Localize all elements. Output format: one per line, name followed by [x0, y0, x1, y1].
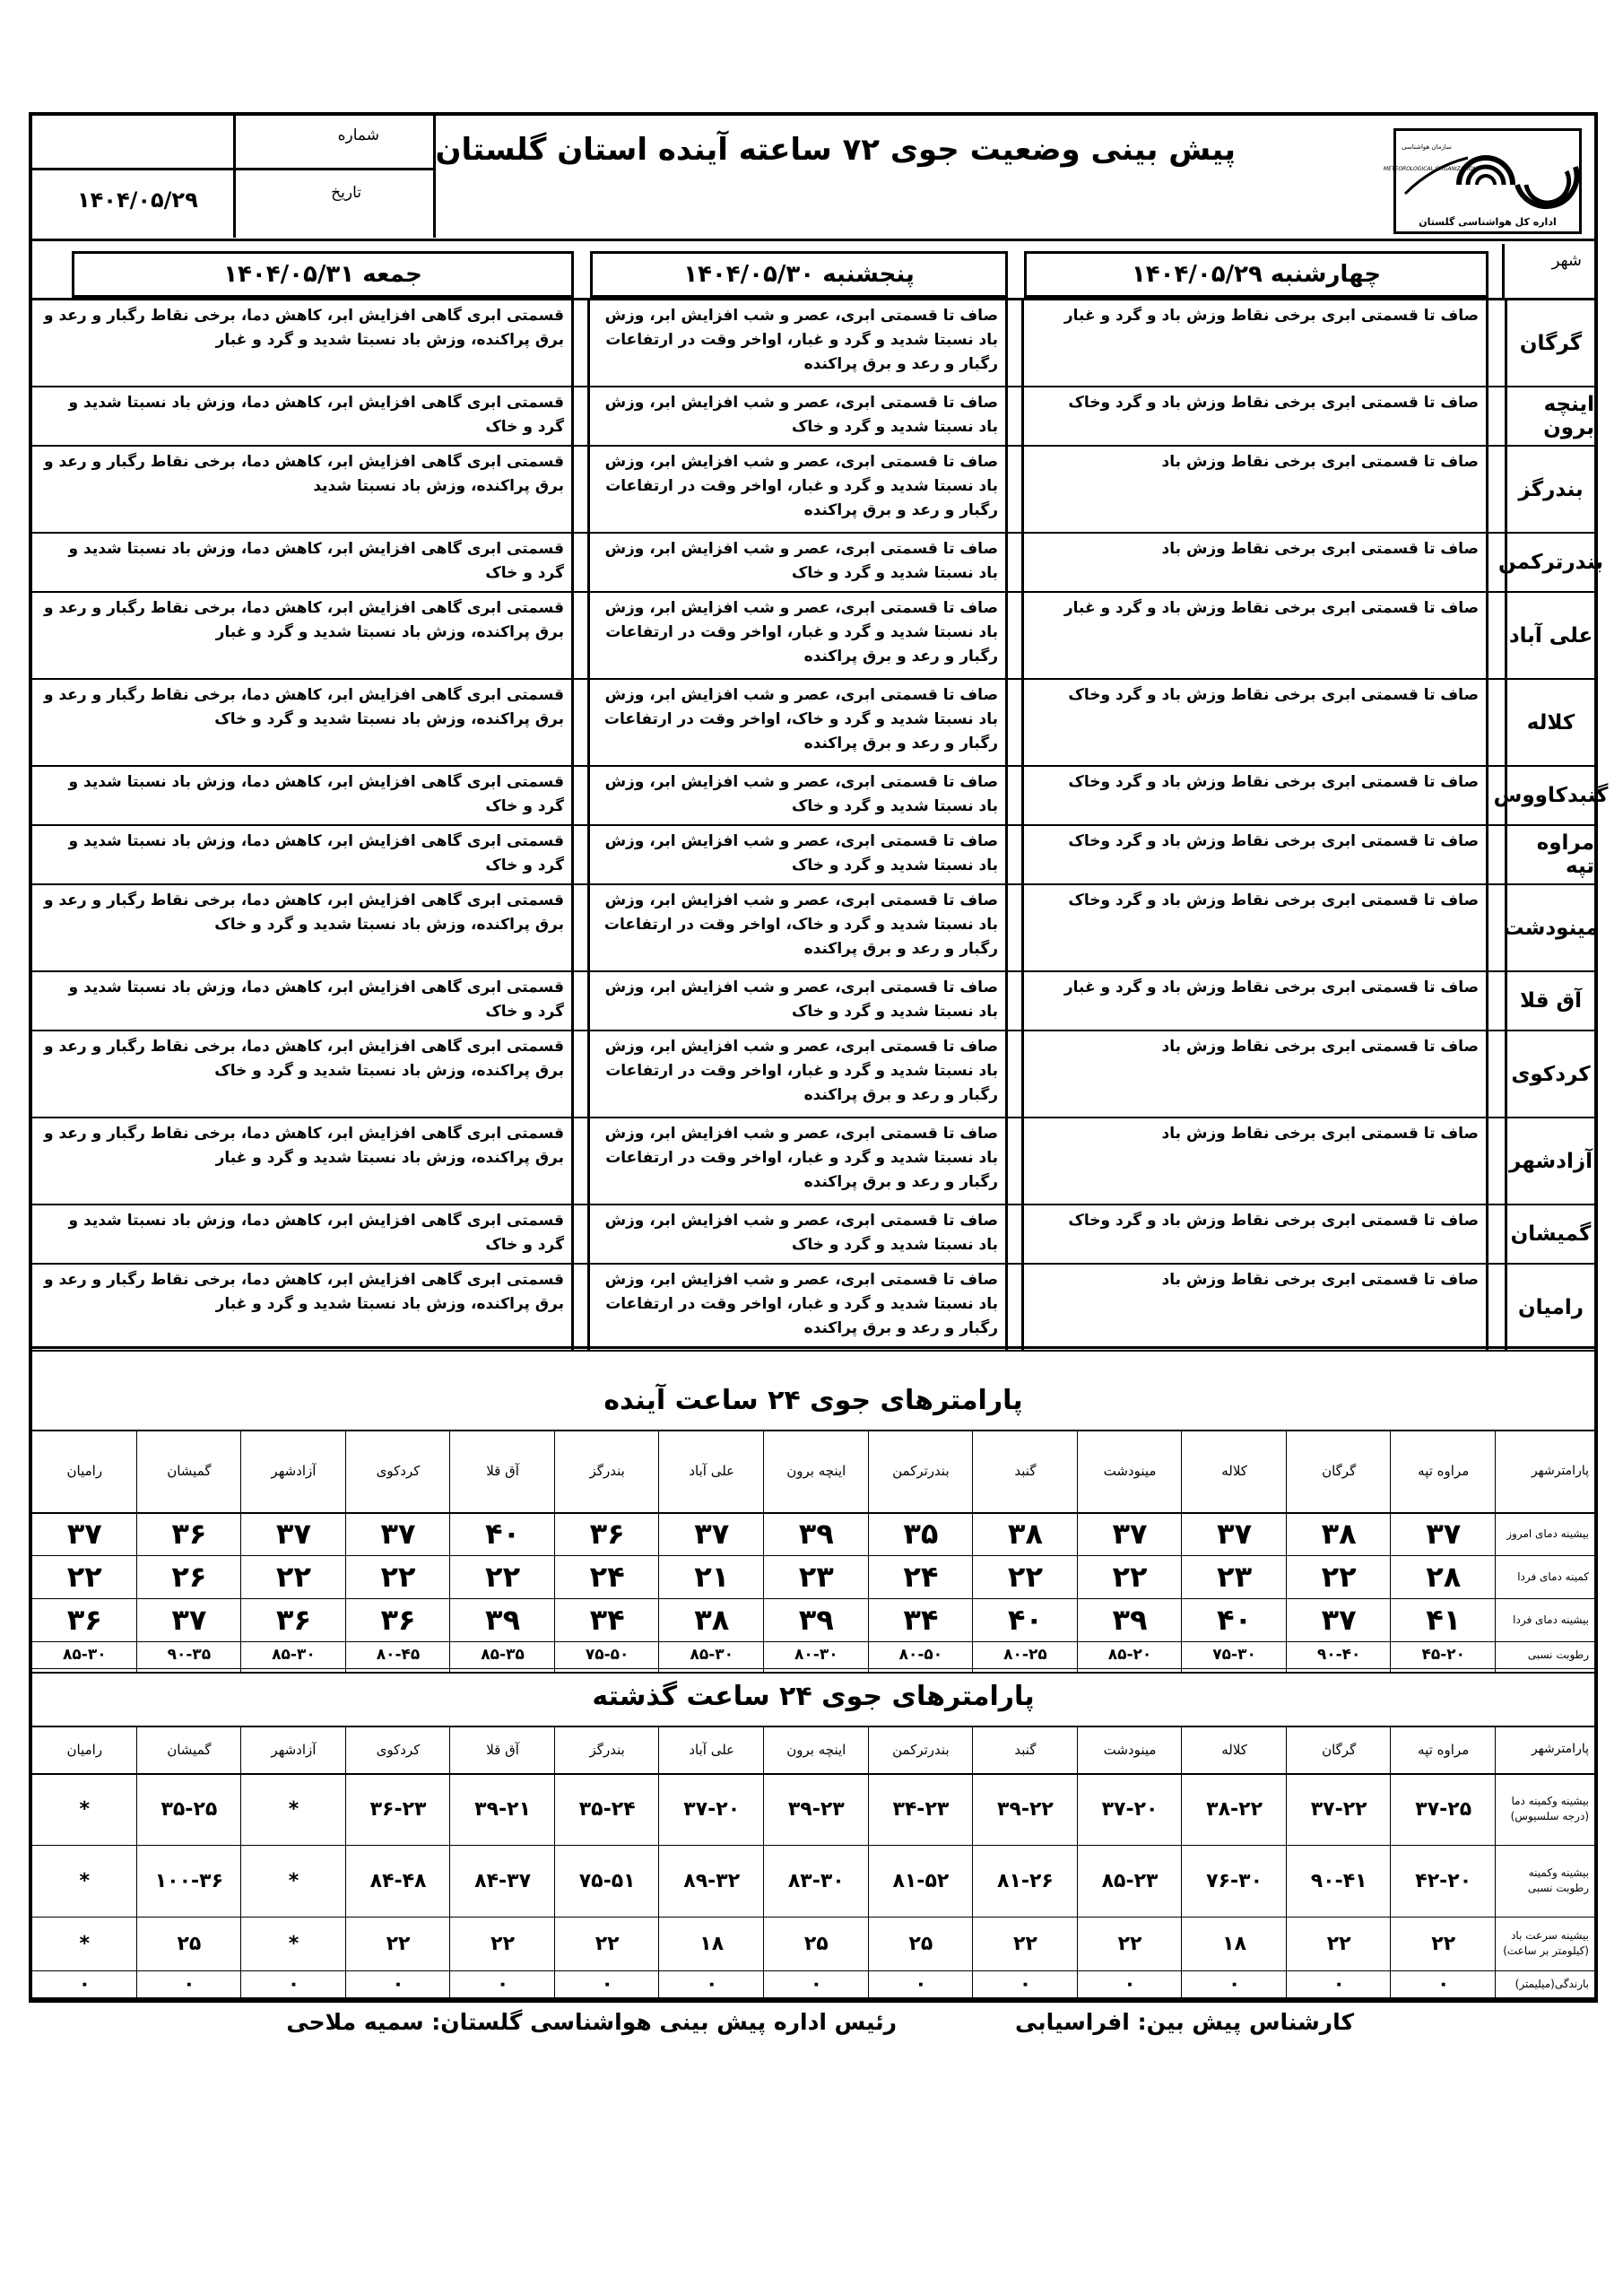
params-value: ۲۲: [1431, 1932, 1456, 1955]
params-city-header: بندرگز: [589, 1741, 625, 1758]
params-value: ۸۵-۳۰: [690, 1646, 733, 1664]
params-city-header: اینچه برون: [786, 1741, 846, 1758]
params-row-label: کمینه دمای فردا: [1517, 1570, 1589, 1583]
params-value: ۰: [496, 1972, 509, 1996]
params-value: ۳۸: [1321, 1517, 1357, 1551]
params-row-label: بیشینه دمای امروز: [1506, 1526, 1589, 1540]
params-city-header: گمیشان: [167, 1741, 212, 1758]
params-value: ۰: [392, 1972, 404, 1996]
params-value: ۲۴: [903, 1560, 939, 1594]
params-value: ۴۱: [1426, 1603, 1462, 1637]
department-head-name: رئیس اداره پیش بینی هواشناسی گلستان: سمیه ملاحی: [286, 2009, 897, 2035]
forecast-day3: قسمتی ابری گاهی افزایش ابر، کاهش دما، برخی نقاط رگبار و رعد و برق پراکنده، وزش باد نسبتا شدید و گرد و غبار: [43, 599, 564, 641]
params-value: ۲۲: [595, 1932, 620, 1955]
params-value: ۸۵-۳۵: [481, 1646, 525, 1664]
params-value: ۲۶: [171, 1560, 207, 1594]
params-city-header: کردکوی: [376, 1463, 421, 1479]
params-value: ۳۹-۲۲: [997, 1797, 1054, 1821]
forecast-day2: صاف تا قسمتی ابری، عصر و شب افزایش ابر، وزش باد نسبتا شدید و گرد و خاک: [604, 978, 998, 1021]
params-value: ۳۷-۲۲: [1310, 1797, 1367, 1821]
params-value: ۰: [183, 1972, 195, 1996]
forecast-city: کردکوی: [1505, 1031, 1594, 1117]
params-value: ۳۷-۲۰: [1101, 1797, 1159, 1821]
params-value: ۸۱-۵۲: [892, 1869, 950, 1892]
params-value: ۸۴-۳۷: [474, 1869, 531, 1892]
params-value: ۷۶-۳۰: [1206, 1869, 1263, 1892]
forecast-day1: صاف تا قسمتی ابری برخی نقاط وزش باد و گرد وخاک: [1068, 832, 1479, 850]
forecast-day2: صاف تا قسمتی ابری، عصر و شب افزایش ابر، وزش باد نسبتا شدید و گرد و غبار، اواخر وقت در ارتفاعات رگبار و رعد و برق پراکنده: [604, 1271, 998, 1337]
params-city-header: آزادشهر: [271, 1463, 317, 1479]
params-city-header: مینودشت: [1103, 1463, 1157, 1479]
params-value: ۸۹-۳۲: [683, 1869, 741, 1892]
logo-org-text: METEOROLOGICAL ORGANIZATION: [1383, 166, 1478, 172]
params-value: ۰: [287, 1972, 300, 1996]
params-value: ۹۰-۴۰: [1316, 1646, 1361, 1664]
params-value: ۰: [706, 1972, 718, 1996]
params-value: ۹۰-۴۱: [1310, 1869, 1367, 1892]
params-value: ۳۶: [589, 1517, 625, 1551]
params-value: ۰: [1332, 1972, 1345, 1996]
params-value: ۳۷-۲۰: [683, 1797, 741, 1821]
forecast-city: علی آباد: [1505, 593, 1594, 678]
params-value: ۳۸: [1007, 1517, 1043, 1551]
params-city-header: بندرترکمن: [892, 1463, 950, 1479]
params-value: *: [79, 1797, 91, 1821]
params-row-label: بیشینه سرعت باد (کیلومتر بر ساعت): [1503, 1929, 1589, 1957]
forecast-day3: قسمتی ابری گاهی افزایش ابر، کاهش دما، برخی نقاط رگبار و رعد و برق پراکنده، وزش باد نسبتا شدید: [43, 453, 564, 495]
city-column-label: شهر: [1551, 251, 1582, 270]
params-value: ۲۲: [1013, 1932, 1037, 1955]
params-value: ۲۲: [1117, 1932, 1142, 1955]
params-value: ۴۲-۲۰: [1415, 1869, 1472, 1892]
params-value: ۳۷: [1426, 1517, 1462, 1551]
params-value: ۴۵-۲۰: [1421, 1646, 1465, 1664]
params-value: ۸۰-۲۵: [1003, 1646, 1047, 1664]
params-value: ۲۲: [380, 1560, 416, 1594]
params-value: ۸۳-۳۰: [787, 1869, 845, 1892]
logo-caption: اداره کل هواشناسی گلستان: [1419, 216, 1557, 228]
params-city-header: بندرترکمن: [892, 1741, 950, 1758]
params-value: ۷۵-۵۱: [578, 1869, 636, 1892]
number-date-box: [32, 116, 436, 238]
forecast-day3: قسمتی ابری گاهی افزایش ابر، کاهش دما، وزش باد نسبتا شدید و گرد و خاک: [68, 832, 564, 874]
params-value: ۳۸-۲۲: [1206, 1797, 1263, 1821]
params-value: ۳۷: [1217, 1517, 1253, 1551]
forecast-city: کلاله: [1505, 680, 1594, 765]
params-value: ۳۶: [275, 1603, 311, 1637]
params-value: ۰: [78, 1972, 91, 1996]
forecast-city: بندرترکمن: [1505, 534, 1594, 591]
params-corner-label: پارامترشهر: [1531, 1463, 1589, 1478]
params-value: ۳۷: [66, 1517, 102, 1551]
params-city-header: گنبد: [1014, 1741, 1037, 1758]
params-value: ۲۲: [275, 1560, 311, 1594]
forecast-day1: صاف تا قسمتی ابری برخی نقاط وزش باد: [1161, 1271, 1479, 1289]
svg-text:سازمان هواشناسی: سازمان هواشناسی: [1402, 144, 1452, 151]
forecast-day1: صاف تا قسمتی ابری برخی نقاط وزش باد و گرد و غبار: [1063, 307, 1479, 325]
params-city-header: گرگان: [1322, 1463, 1357, 1479]
past-params-title: پارامترهای جوی ۲۴ ساعت گذشته: [592, 1681, 1035, 1712]
params-value: ۸۵-۲۰: [1107, 1646, 1152, 1664]
params-value: ۳۶-۲۳: [369, 1797, 427, 1821]
params-value: ۰: [1437, 1972, 1450, 1996]
forecast-table: [32, 298, 1609, 1349]
forecast-day2: صاف تا قسمتی ابری، عصر و شب افزایش ابر، وزش باد نسبتا شدید و گرد و غبار، اواخر وقت در ارتفاعات رگبار و رعد و برق پراکنده: [604, 1125, 998, 1191]
forecast-day1: صاف تا قسمتی ابری برخی نقاط وزش باد و گرد وخاک: [1068, 686, 1479, 704]
forecast-day3: قسمتی ابری گاهی افزایش ابر، کاهش دما، برخی نقاط رگبار و رعد و برق پراکنده، وزش باد نسبتا شدید و گرد و خاک: [43, 891, 564, 934]
params-city-header: کلاله: [1221, 1741, 1247, 1758]
params-city-header: بندرگز: [589, 1463, 625, 1479]
params-value: ۳۴-۲۳: [892, 1797, 950, 1821]
params-city-header: رامیان: [66, 1463, 103, 1479]
params-value: ۲۲: [1007, 1560, 1043, 1594]
params-value: ۰: [1124, 1972, 1136, 1996]
forecast-day2: صاف تا قسمتی ابری، عصر و شب افزایش ابر، وزش باد نسبتا شدید و گرد و خاک: [604, 1212, 998, 1254]
params-value: ۳۹: [798, 1603, 834, 1637]
params-value: ۰: [601, 1972, 613, 1996]
params-value: ۸۱-۲۶: [997, 1869, 1054, 1892]
params-value: ۴۰: [485, 1517, 521, 1551]
params-value: ۳۷: [1321, 1603, 1357, 1637]
params-value: *: [288, 1932, 299, 1955]
params-value: ۳۹: [798, 1517, 834, 1551]
forecast-row: [32, 767, 1609, 826]
params-city-header: آق قلا: [486, 1463, 519, 1479]
params-value: ۲۲: [1326, 1932, 1351, 1955]
forecast-row: [32, 387, 1594, 447]
forecast-city: گمیشان: [1505, 1205, 1594, 1263]
forecaster-name: کارشناس پیش بین: افراسیابی: [1014, 2009, 1354, 2035]
params-value: ۸۰-۵۰: [898, 1646, 943, 1664]
params-value: ۳۵-۲۵: [161, 1797, 218, 1821]
forecast-day2: صاف تا قسمتی ابری، عصر و شب افزایش ابر، وزش باد نسبتا شدید و گرد و خاک، اواخر وقت در ارتفاعات رگبار و رعد و برق پراکنده: [603, 686, 998, 752]
params-value: *: [79, 1932, 91, 1955]
params-value: ۸۴-۴۸: [369, 1869, 427, 1892]
forecast-day1: صاف تا قسمتی ابری برخی نقاط وزش باد: [1161, 1038, 1479, 1056]
forecast-city: بندرگز: [1505, 447, 1594, 532]
date-label: تاریخ: [331, 184, 361, 202]
forecast-city: رامیان: [1505, 1265, 1594, 1350]
params-city-header: مراوه تپه: [1418, 1741, 1470, 1758]
params-city-header: آق قلا: [486, 1741, 519, 1758]
forecast-row: [32, 1265, 1594, 1352]
forecast-row: [32, 300, 1594, 387]
forecast-day1: صاف تا قسمتی ابری برخی نقاط وزش باد: [1161, 453, 1479, 471]
params-value: ۳۶: [171, 1517, 207, 1551]
params-value: ۳۹: [485, 1603, 521, 1637]
forecast-day3: قسمتی ابری گاهی افزایش ابر، کاهش دما، وزش باد نسبتا شدید و گرد و خاک: [68, 540, 564, 582]
forecast-city: گرگان: [1505, 300, 1594, 386]
params-city-header: علی آباد: [689, 1463, 735, 1479]
forecast-day1: صاف تا قسمتی ابری برخی نقاط وزش باد و گرد و غبار: [1063, 599, 1479, 617]
params-city-header: اینچه برون: [786, 1463, 846, 1479]
forecast-day1: صاف تا قسمتی ابری برخی نقاط وزش باد و گرد و غبار: [1063, 978, 1479, 996]
params-city-header: رامیان: [66, 1741, 103, 1758]
params-value: ۰: [1228, 1972, 1241, 1996]
params-city-header: گرگان: [1322, 1741, 1357, 1758]
params-value: ۲۳: [798, 1560, 834, 1594]
params-value: ۳۵: [903, 1517, 939, 1551]
day-header-row: [32, 244, 1594, 298]
forecast-day3: قسمتی ابری گاهی افزایش ابر، کاهش دما، وزش باد نسبتا شدید و گرد و خاک: [68, 773, 564, 815]
forecast-day2: صاف تا قسمتی ابری، عصر و شب افزایش ابر، وزش باد نسبتا شدید و گرد و خاک: [604, 773, 998, 815]
params-city-header: علی آباد: [689, 1741, 735, 1758]
past-params-table: [32, 1726, 1594, 1999]
forecast-row: [32, 826, 1594, 885]
forecast-city: مینودشت: [1505, 885, 1594, 970]
params-value: ۳۵-۲۴: [578, 1797, 636, 1821]
params-city-header: کلاله: [1221, 1463, 1247, 1479]
params-value: ۷۵-۳۰: [1212, 1646, 1256, 1664]
day-3-header: جمعه ۱۴۰۴/۰۵/۳۱: [72, 251, 574, 298]
number-label: شماره: [337, 126, 379, 144]
params-value: ۸۵-۲۳: [1101, 1869, 1159, 1892]
forecast-day1: صاف تا قسمتی ابری برخی نقاط وزش باد: [1161, 540, 1479, 558]
forecast-day1: صاف تا قسمتی ابری برخی نقاط وزش باد و گرد وخاک: [1068, 773, 1479, 791]
forecast-day3: قسمتی ابری گاهی افزایش ابر، کاهش دما، برخی نقاط رگبار و رعد و برق پراکنده، وزش باد نسبتا شدید و گرد و خاک: [43, 686, 564, 728]
params-value: ۲۵: [177, 1932, 202, 1955]
params-value: ۴۰: [1217, 1603, 1253, 1637]
params-row-label: بیشینه وکمینه رطوبت نسبی: [1527, 1866, 1589, 1894]
params-row-label: بیشینه دمای فردا: [1513, 1613, 1589, 1626]
params-value: ۳۹: [1112, 1603, 1148, 1637]
forecast-city: آق قلا: [1505, 972, 1594, 1030]
params-value: ۱۸: [699, 1932, 725, 1955]
forecast-city: مراوه تپه: [1505, 826, 1594, 883]
params-city-header: گنبد: [1014, 1463, 1037, 1479]
params-value: ۳۷: [380, 1517, 416, 1551]
params-row-label: بارندگی(میلیمتر): [1515, 1977, 1589, 1990]
params-value: *: [79, 1869, 91, 1892]
forecast-day2: صاف تا قسمتی ابری، عصر و شب افزایش ابر، وزش باد نسبتا شدید و گرد و غبار، اواخر وقت در ارتفاعات رگبار و رعد و برق پراکنده: [604, 307, 998, 373]
forecast-city: اینچه برون: [1505, 387, 1594, 445]
params-value: ۳۸: [694, 1603, 730, 1637]
forecast-day3: قسمتی ابری گاهی افزایش ابر، کاهش دما، برخی نقاط رگبار و رعد و برق پراکنده، وزش باد نسبتا شدید و گرد و غبار: [43, 1125, 564, 1167]
forecast-row: [32, 447, 1594, 534]
params-city-header: آزادشهر: [271, 1741, 317, 1758]
params-city-header: گمیشان: [167, 1463, 212, 1479]
params-value: ۳۷: [694, 1517, 730, 1551]
params-corner-label: پارامترشهر: [1531, 1742, 1589, 1756]
forecast-day2: صاف تا قسمتی ابری، عصر و شب افزایش ابر، وزش باد نسبتا شدید و گرد و خاک: [604, 540, 998, 582]
params-value: ۲۲: [485, 1560, 521, 1594]
page-title: پیش بینی وضعیت جوی ۷۲ ساعته آینده استان گلستان: [435, 132, 1236, 168]
forecast-day2: صاف تا قسمتی ابری، عصر و شب افزایش ابر، وزش باد نسبتا شدید و گرد و خاک: [604, 394, 998, 436]
forecast-day2: صاف تا قسمتی ابری، عصر و شب افزایش ابر، وزش باد نسبتا شدید و گرد و غبار، اواخر وقت در ارتفاعات رگبار و رعد و برق پراکنده: [604, 453, 998, 519]
params-value: ۲۸: [1426, 1560, 1462, 1594]
day-1-header: چهارشنبه ۱۴۰۴/۰۵/۲۹: [1024, 251, 1488, 298]
forecast-city: گنبدکاووس: [1505, 767, 1594, 824]
params-value: ۳۹-۲۳: [787, 1797, 845, 1821]
params-value: ۰: [1019, 1972, 1032, 1996]
forecast-day3: قسمتی ابری گاهی افزایش ابر، کاهش دما، وزش باد نسبتا شدید و گرد و خاک: [68, 978, 564, 1021]
params-value: ۴۰: [1007, 1603, 1043, 1637]
params-value: ۸۰-۳۰: [794, 1646, 838, 1664]
future-params-title: پارامترهای جوی ۲۴ ساعت آینده: [603, 1385, 1023, 1416]
forecast-day3: قسمتی ابری گاهی افزایش ابر، کاهش دما، برخی نقاط رگبار و رعد و برق پراکنده، وزش باد نسبتا شدید و گرد و غبار: [43, 1271, 564, 1313]
params-value: ۲۱: [694, 1560, 730, 1594]
params-value: ۱۰۰-۳۶: [154, 1869, 224, 1892]
params-value: ۲۵: [908, 1932, 933, 1955]
logo: [1383, 128, 1582, 234]
forecast-day3: قسمتی ابری گاهی افزایش ابر، کاهش دما، برخی نقاط رگبار و رعد و برق پراکنده، وزش باد نسبتا شدید و گرد و خاک: [43, 1038, 564, 1080]
forecast-day3: قسمتی ابری گاهی افزایش ابر، کاهش دما، وزش باد نسبتا شدید و گرد و خاک: [68, 1212, 564, 1254]
params-row-label: رطوبت نسبی: [1527, 1648, 1589, 1661]
forecast-day1: صاف تا قسمتی ابری برخی نقاط وزش باد و گرد وخاک: [1068, 891, 1479, 909]
params-value: ۸۰-۴۵: [376, 1646, 421, 1664]
params-value: ۰: [810, 1972, 823, 1996]
params-value: ۳۷-۲۵: [1415, 1797, 1472, 1821]
forecast-day2: صاف تا قسمتی ابری، عصر و شب افزایش ابر، وزش باد نسبتا شدید و گرد و خاک، اواخر وقت در ارتفاعات رگبار و رعد و برق پراکنده: [603, 891, 998, 958]
forecast-row: [32, 593, 1594, 680]
params-city-header: کردکوی: [376, 1741, 421, 1758]
params-city-header: مینودشت: [1103, 1741, 1157, 1758]
forecast-day1: صاف تا قسمتی ابری برخی نقاط وزش باد و گرد وخاک: [1068, 394, 1479, 412]
future-params-table: [32, 1430, 1594, 1674]
forecast-day1: صاف تا قسمتی ابری برخی نقاط وزش باد و گرد وخاک: [1068, 1212, 1479, 1230]
forecast-row: [32, 1205, 1594, 1265]
params-value: ۳۴: [589, 1603, 625, 1637]
params-row-label: بیشینه وکمینه دما (درجه سلسیوس): [1510, 1795, 1589, 1822]
params-value: ۲۲: [490, 1932, 516, 1955]
params-value: ۸۵-۳۰: [272, 1646, 316, 1664]
forecast-row: [32, 972, 1594, 1031]
params-value: ۰: [915, 1972, 927, 1996]
params-value: ۳۶: [66, 1603, 102, 1637]
forecast-row: [32, 1031, 1594, 1118]
forecast-day2: صاف تا قسمتی ابری، عصر و شب افزایش ابر، وزش باد نسبتا شدید و گرد و غبار، اواخر وقت در ارتفاعات رگبار و رعد و برق پراکنده: [604, 599, 998, 665]
forecast-row: [32, 534, 1603, 593]
params-value: ۳۷: [171, 1603, 207, 1637]
forecast-row: [32, 1118, 1594, 1205]
params-value: ۷۵-۵۰: [585, 1646, 629, 1664]
params-value: ۳۷: [275, 1517, 311, 1551]
forecast-day2: صاف تا قسمتی ابری، عصر و شب افزایش ابر، وزش باد نسبتا شدید و گرد و غبار، اواخر وقت در ارتفاعات رگبار و رعد و برق پراکنده: [604, 1038, 998, 1104]
params-value: ۲۵: [803, 1932, 829, 1955]
params-value: ۲۳: [1217, 1560, 1253, 1594]
params-value: ۲۲: [1112, 1560, 1148, 1594]
header: [32, 116, 1594, 241]
params-value: ۳۴: [903, 1603, 939, 1637]
params-value: ۱۸: [1222, 1932, 1247, 1955]
params-value: ۹۰-۳۵: [167, 1646, 212, 1664]
forecast-day3: قسمتی ابری گاهی افزایش ابر، کاهش دما، برخی نقاط رگبار و رعد و برق پراکنده، وزش باد نسبتا شدید و گرد و غبار: [43, 307, 564, 349]
params-value: ۲۴: [589, 1560, 625, 1594]
day-2-header: پنجشنبه ۱۴۰۴/۰۵/۳۰: [590, 251, 1008, 298]
forecast-day3: قسمتی ابری گاهی افزایش ابر، کاهش دما، وزش باد نسبتا شدید و گرد و خاک: [68, 394, 564, 436]
forecast-sheet: [29, 112, 1609, 2003]
params-value: ۸۵-۳۰: [63, 1646, 107, 1664]
forecast-day1: صاف تا قسمتی ابری برخی نقاط وزش باد: [1161, 1125, 1479, 1143]
params-value: ۲۲: [66, 1560, 102, 1594]
params-value: ۲۲: [1321, 1560, 1357, 1594]
params-value: *: [288, 1797, 299, 1821]
forecast-day2: صاف تا قسمتی ابری، عصر و شب افزایش ابر، وزش باد نسبتا شدید و گرد و خاک: [604, 832, 998, 874]
params-value: *: [288, 1869, 299, 1892]
params-city-header: مراوه تپه: [1418, 1463, 1470, 1479]
params-value: ۲۲: [386, 1932, 411, 1955]
forecast-city: آزادشهر: [1505, 1118, 1594, 1204]
params-value: ۳۶: [380, 1603, 416, 1637]
params-value: ۳۷: [1112, 1517, 1148, 1551]
date-value: ۱۴۰۴/۰۵/۲۹: [77, 187, 198, 213]
forecast-row: [32, 680, 1594, 767]
forecast-row: [32, 885, 1599, 972]
params-value: ۳۹-۲۱: [474, 1797, 531, 1821]
